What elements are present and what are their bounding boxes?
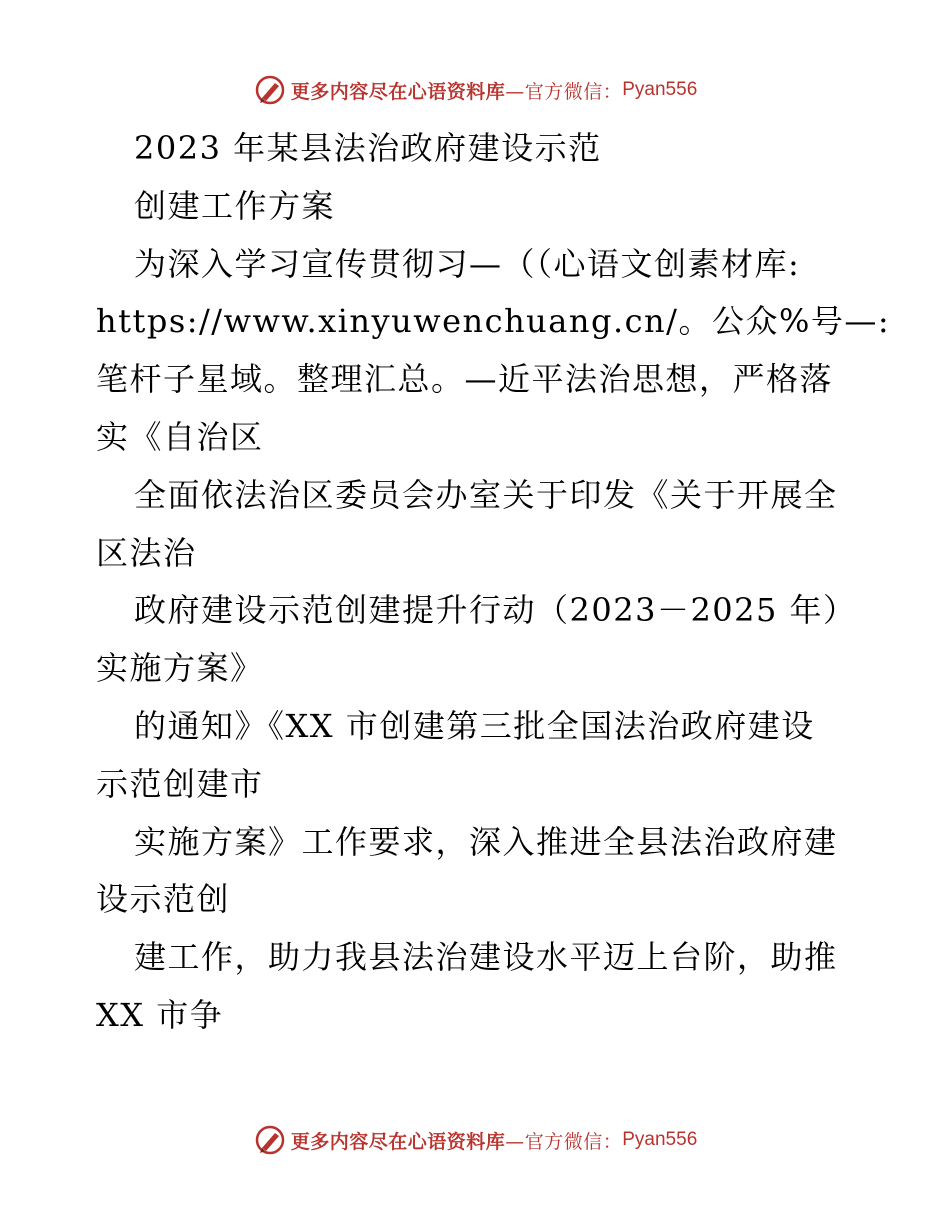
pen-logo-icon [253,73,287,107]
document-line: 政府建设示范创建提升行动（2023－2025 年） [134,591,857,630]
document-line: 示范创建市 [96,764,264,803]
banner-sub-text: —官方微信： [505,80,623,103]
pen-logo-icon [253,1123,287,1157]
banner-main-text: 更多内容尽在心语资料库 [290,1130,506,1153]
document-line: 实施方案》工作要求，深入推进全县法治政府建 [134,822,838,861]
document-body [96,120,891,1045]
document-line: 2023 年某县法治政府建设示范 [134,129,602,167]
document-line: https://www.xinyuwenchuang.cn/。公众%号—: [96,302,891,341]
banner-sub-text: —官方微信： [505,1130,623,1153]
document-line: 区法治 [96,533,197,572]
document-line: 为深入学习宣传贯彻习—（（心语文创素材库: [134,244,801,283]
document-line: 实《自治区 [96,417,264,456]
banner-wechat-id: Pyan556 [622,1129,698,1150]
document-line: 的通知》《XX 市创建第三批全国法治政府建设 [134,706,815,745]
document-line: 创建工作方案 [134,186,336,225]
banner-wechat-id: Pyan556 [622,79,698,100]
document-line: 设示范创 [96,880,231,919]
header-banner [0,70,950,110]
document-line: 全面依法治区委员会办室关于印发《关于开展全 [134,475,838,514]
footer-banner [0,1120,950,1160]
banner-main-text: 更多内容尽在心语资料库 [290,80,506,103]
document-line: 笔杆子星域。整理汇总。—近平法治思想，严格落 [96,360,834,399]
document-line: 实施方案》 [96,649,264,688]
document-line: 建工作，助力我县法治建设水平迈上台阶，助推 [134,938,838,977]
document-line: XX 市争 [96,995,224,1034]
